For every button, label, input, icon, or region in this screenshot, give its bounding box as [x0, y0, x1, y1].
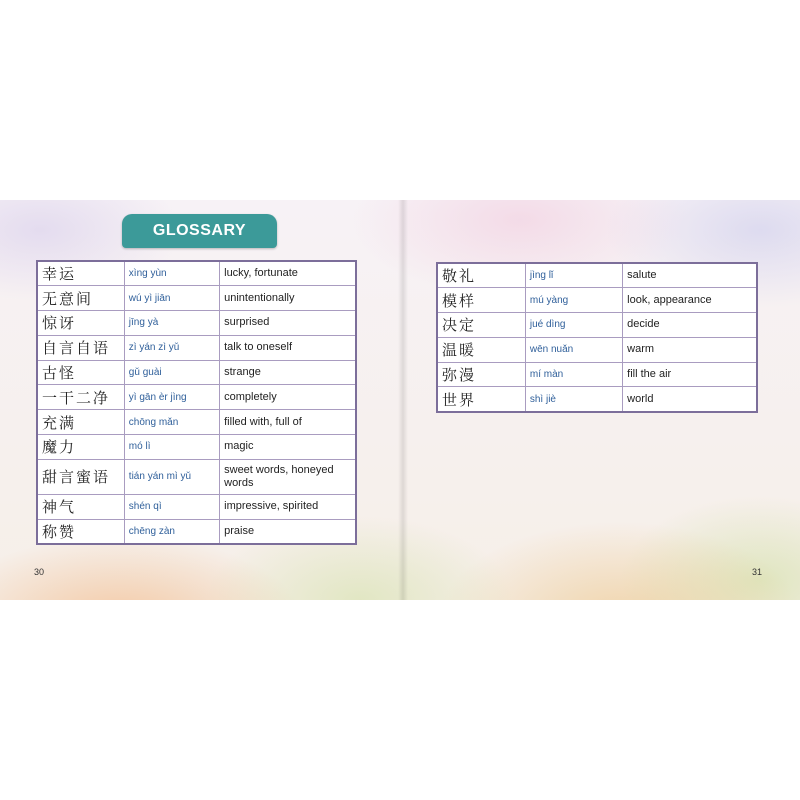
- glossary-table-left: [36, 260, 357, 545]
- table-row: [437, 337, 757, 362]
- english-cell: talk to oneself: [220, 335, 356, 360]
- page-number-left: 30: [34, 567, 45, 577]
- table-row: [437, 362, 757, 387]
- pinyin-cell: wēn nuǎn: [525, 337, 622, 362]
- hanzi-cell: 一干二净: [37, 385, 124, 410]
- pinyin-cell: xìng yùn: [124, 261, 219, 286]
- hanzi-cell: 魔力: [37, 435, 124, 460]
- page-number-right: 31: [752, 567, 763, 577]
- pinyin-cell: jīng yà: [124, 311, 219, 336]
- hanzi-cell: 决定: [437, 313, 525, 338]
- table-row: [437, 263, 757, 288]
- pinyin-cell: gǔ guài: [124, 360, 219, 385]
- book-spread: [0, 200, 800, 600]
- pinyin-cell: yì gān èr jìng: [124, 385, 219, 410]
- hanzi-cell: 模样: [437, 288, 525, 313]
- hanzi-cell: 温暖: [437, 337, 525, 362]
- table-row: [37, 519, 356, 544]
- hanzi-cell: 自言自语: [37, 335, 124, 360]
- table-row: [37, 286, 356, 311]
- pinyin-cell: mí màn: [525, 362, 622, 387]
- english-cell: world: [623, 387, 757, 412]
- english-cell: decide: [623, 313, 757, 338]
- english-cell: salute: [623, 263, 757, 288]
- hanzi-cell: 神气: [37, 494, 124, 519]
- table-row: [437, 313, 757, 338]
- hanzi-cell: 称赞: [37, 519, 124, 544]
- table-row: [37, 261, 356, 286]
- table-row: [437, 387, 757, 412]
- english-cell: strange: [220, 360, 356, 385]
- pinyin-cell: mú yàng: [525, 288, 622, 313]
- english-cell: look, appearance: [623, 288, 757, 313]
- table-row: [37, 410, 356, 435]
- english-cell: completely: [220, 385, 356, 410]
- table-row: [37, 360, 356, 385]
- table-row: [37, 385, 356, 410]
- hanzi-cell: 古怪: [37, 360, 124, 385]
- hanzi-cell: 敬礼: [437, 263, 525, 288]
- english-cell: magic: [220, 435, 356, 460]
- english-cell: impressive, spirited: [220, 494, 356, 519]
- hanzi-cell: 惊讶: [37, 311, 124, 336]
- english-cell: praise: [220, 519, 356, 544]
- table-row: [37, 335, 356, 360]
- table-row: [37, 435, 356, 460]
- pinyin-cell: shén qì: [124, 494, 219, 519]
- pinyin-cell: chōng mǎn: [124, 410, 219, 435]
- english-cell: fill the air: [623, 362, 757, 387]
- table-row: [37, 311, 356, 336]
- table-row: [37, 459, 356, 494]
- english-cell: lucky, fortunate: [220, 261, 356, 286]
- english-cell: unintentionally: [220, 286, 356, 311]
- english-cell: sweet words, honeyed words: [220, 459, 356, 494]
- table-row: [437, 288, 757, 313]
- english-cell: filled with, full of: [220, 410, 356, 435]
- english-cell: warm: [623, 337, 757, 362]
- pinyin-cell: mó lì: [124, 435, 219, 460]
- hanzi-cell: 无意间: [37, 286, 124, 311]
- hanzi-cell: 幸运: [37, 261, 124, 286]
- hanzi-cell: 充满: [37, 410, 124, 435]
- pinyin-cell: shì jiè: [525, 387, 622, 412]
- hanzi-cell: 世界: [437, 387, 525, 412]
- pinyin-cell: jìng lǐ: [525, 263, 622, 288]
- pinyin-cell: tián yán mì yǔ: [124, 459, 219, 494]
- glossary-title: GLOSSARY: [122, 214, 277, 248]
- glossary-table-right: [436, 262, 758, 413]
- pinyin-cell: jué dìng: [525, 313, 622, 338]
- pinyin-cell: chēng zàn: [124, 519, 219, 544]
- pinyin-cell: wú yì jiān: [124, 286, 219, 311]
- hanzi-cell: 弥漫: [437, 362, 525, 387]
- pinyin-cell: zì yán zì yǔ: [124, 335, 219, 360]
- book-gutter: [398, 200, 408, 600]
- table-row: [37, 494, 356, 519]
- english-cell: surprised: [220, 311, 356, 336]
- hanzi-cell: 甜言蜜语: [37, 459, 124, 494]
